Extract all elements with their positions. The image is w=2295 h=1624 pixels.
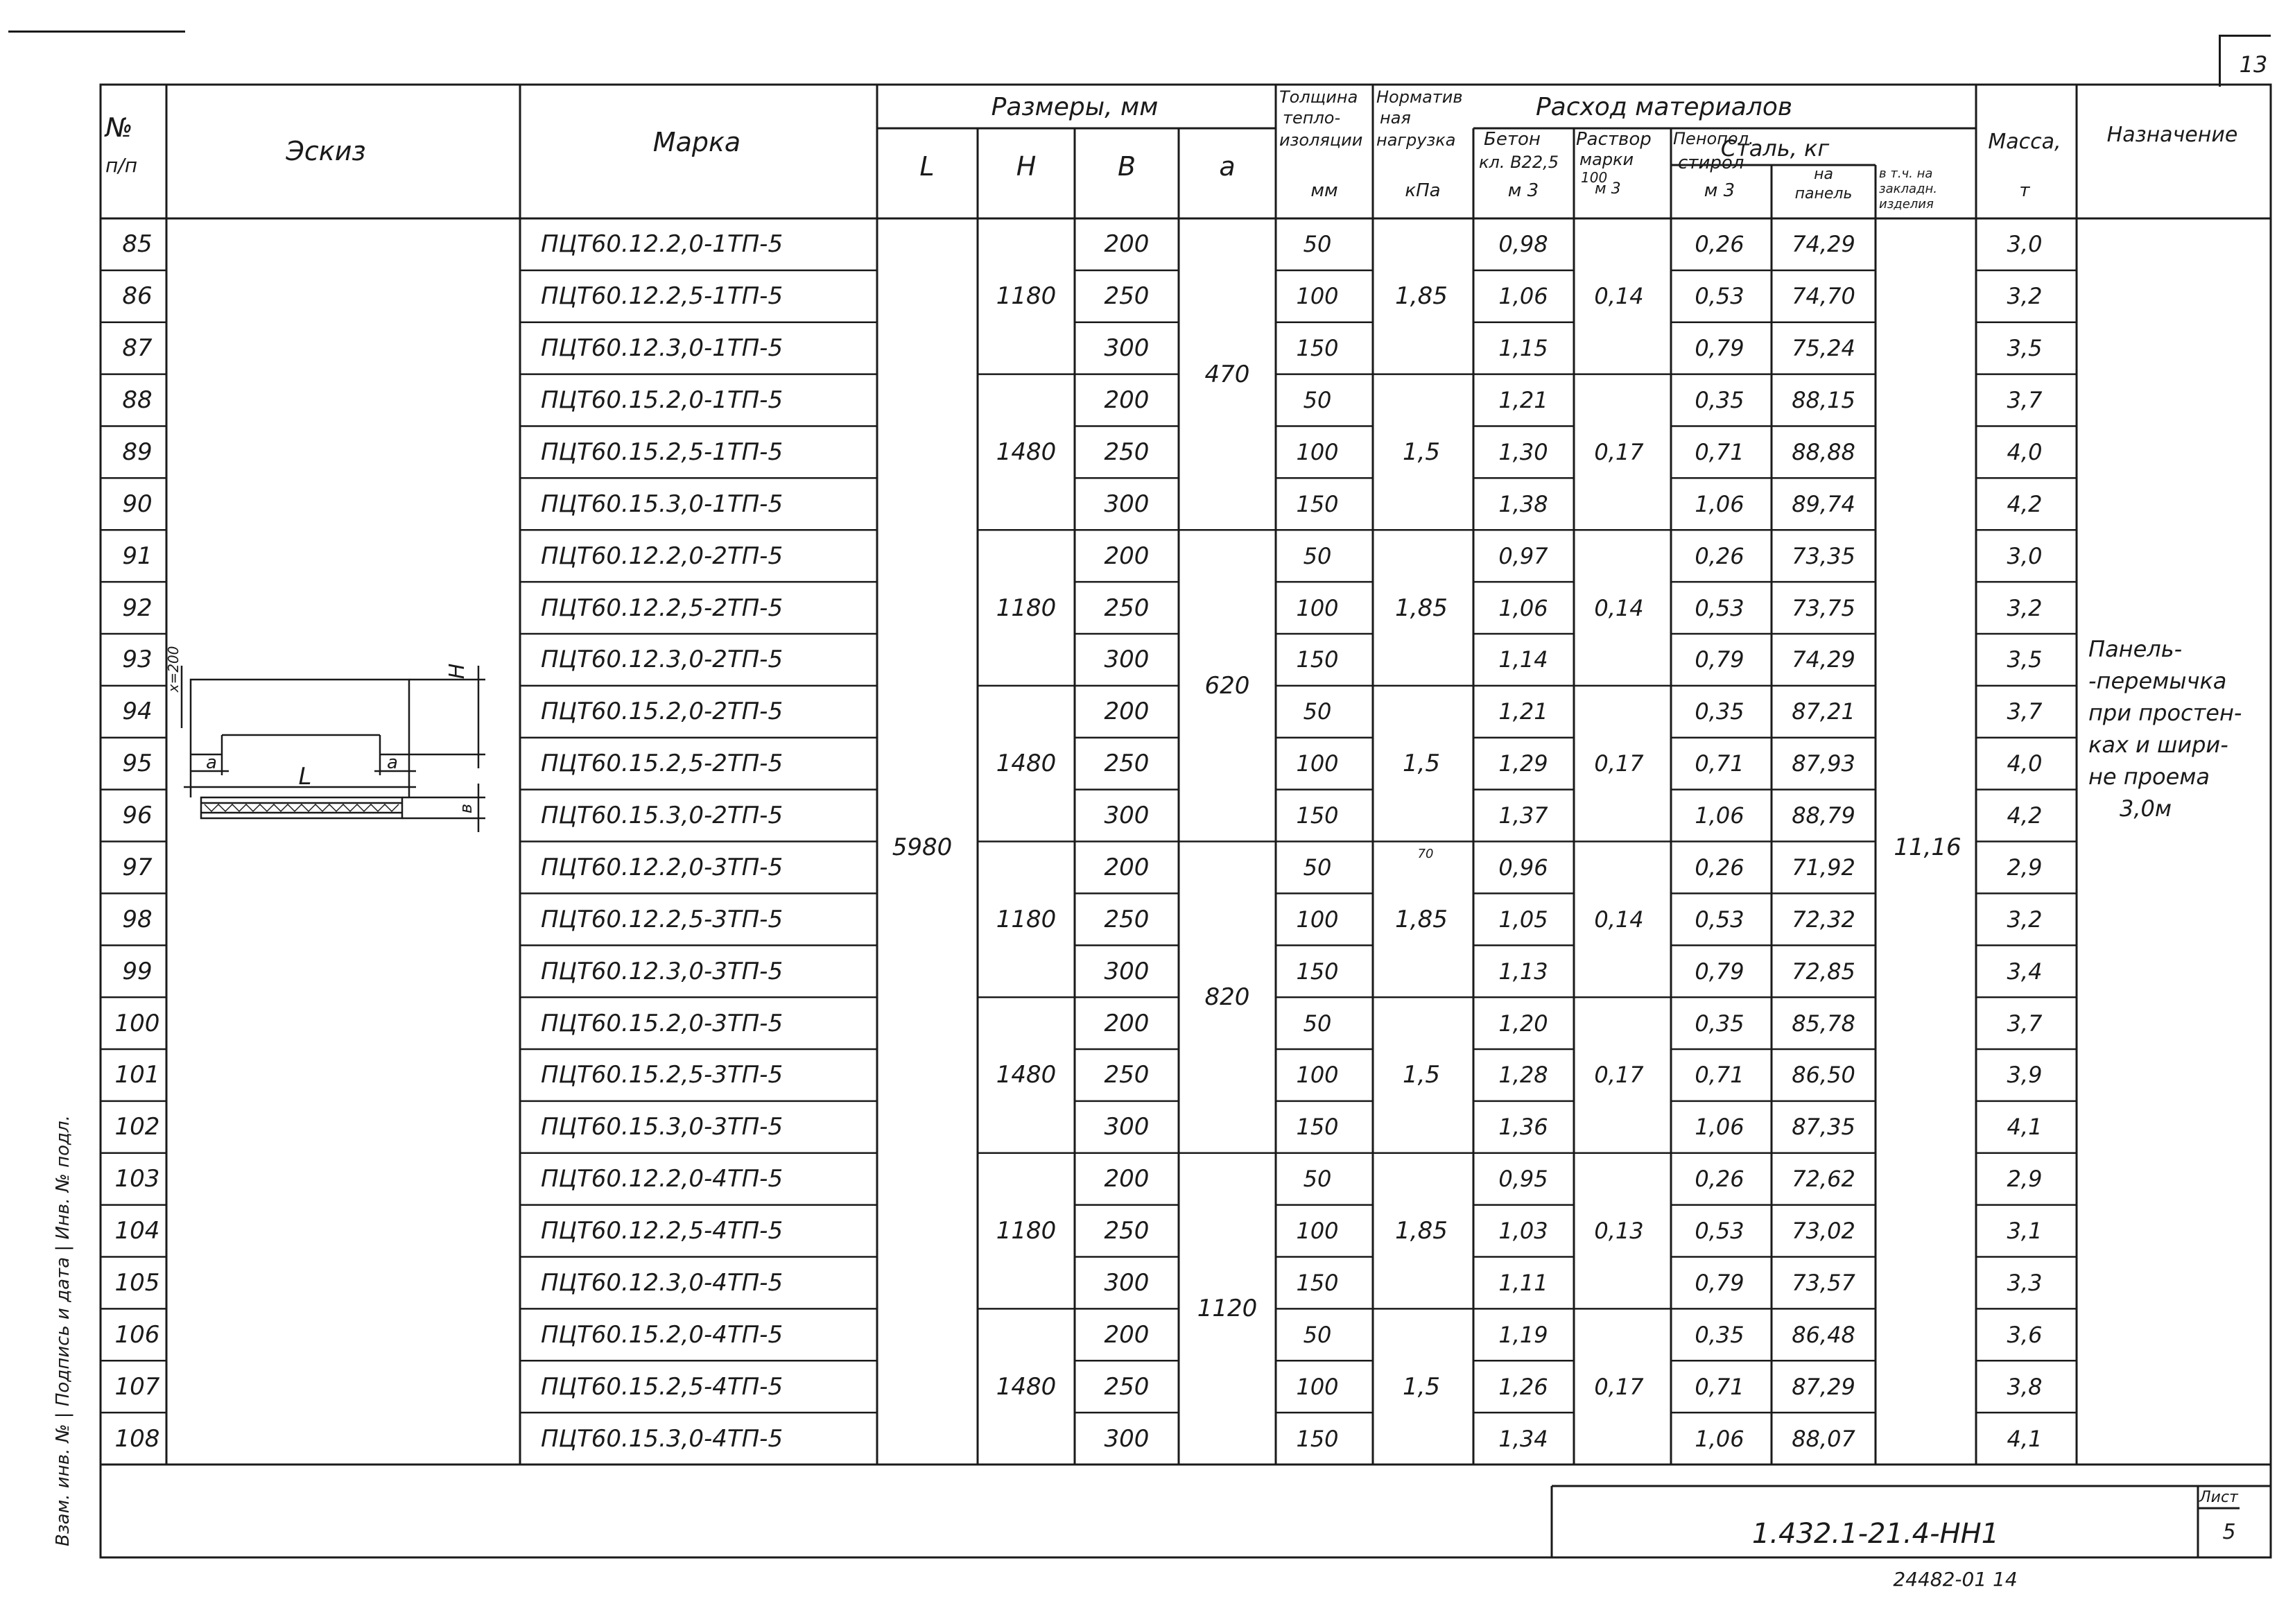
header-consumption: Расход материалов [1535, 93, 1793, 121]
cell-H-group: 1480 [996, 1372, 1057, 1401]
cell-insulation: 50 [1303, 698, 1332, 725]
purpose-line: Панель- [2088, 636, 2183, 662]
cell-foam: 0,71 [1695, 438, 1744, 465]
header-mass: Масса, [1988, 130, 2061, 154]
sketch-dim-B: в [456, 803, 476, 814]
title-block-sheet-no: 5 [2222, 1520, 2236, 1544]
cell-num: 96 [122, 802, 153, 830]
cell-b: 300 [1104, 1424, 1150, 1453]
cell-steel: 73,75 [1792, 594, 1855, 621]
cell-concrete: 1,20 [1498, 1010, 1548, 1037]
cell-mark: ПЦТ60.15.3,0-4ТП-5 [541, 1424, 783, 1453]
cell-num: 106 [114, 1320, 160, 1349]
side-stamp: Взам. инв. № | Подпись и дата | Инв. № подл. [53, 1115, 73, 1546]
cell-insulation: 150 [1296, 490, 1339, 517]
cell-num: 100 [114, 1009, 160, 1037]
cell-b: 300 [1104, 334, 1150, 363]
cell-steel: 85,78 [1792, 1010, 1855, 1037]
cell-num: 85 [122, 230, 153, 259]
cell-mass: 4,0 [2007, 438, 2043, 465]
cell-H-group: 1480 [996, 750, 1057, 778]
cell-steel: 87,93 [1792, 750, 1855, 777]
cell-num: 86 [122, 282, 153, 311]
purpose-line: -перемычка [2088, 668, 2227, 694]
title-block-sheet-label: Лист [2199, 1489, 2238, 1506]
cell-mortar-group: 0,14 [1594, 283, 1644, 310]
cell-mark: ПЦТ60.12.2,5-2ТП-5 [541, 594, 783, 622]
cell-insulation: 100 [1296, 1062, 1339, 1089]
cell-b: 250 [1104, 438, 1150, 466]
cell-mark: ПЦТ60.15.2,0-2ТП-5 [541, 698, 783, 726]
stray-note: 70 [1417, 847, 1434, 861]
cell-concrete: 1,29 [1498, 750, 1548, 777]
header-mortar-3: 100 [1581, 169, 1608, 186]
cell-steel: 72,85 [1792, 958, 1855, 985]
cell-a-group: 620 [1204, 671, 1250, 700]
cell-mark: ПЦТ60.12.2,5-3ТП-5 [541, 905, 783, 933]
cell-b: 300 [1104, 646, 1150, 674]
header-steel: Сталь, кг [1720, 135, 1830, 162]
cell-mortar-group: 0,17 [1594, 1373, 1644, 1400]
cell-concrete: 1,13 [1498, 958, 1548, 985]
cell-foam: 0,53 [1695, 594, 1744, 621]
cell-mass: 3,8 [2007, 1373, 2043, 1400]
cell-mark: ПЦТ60.12.3,0-4ТП-5 [541, 1268, 783, 1297]
cell-insulation: 50 [1303, 854, 1332, 881]
cell-steel: 72,32 [1792, 906, 1855, 933]
header-steel-panel-2: панель [1794, 185, 1853, 202]
cell-steel: 75,24 [1792, 335, 1855, 362]
cell-concrete: 1,26 [1498, 1373, 1548, 1400]
header-mark: Марка [652, 127, 741, 157]
cell-steel: 73,35 [1792, 542, 1855, 569]
cell-num: 88 [122, 386, 153, 415]
header-num-sub: п/п [105, 154, 138, 177]
cell-mortar-group: 0,17 [1594, 750, 1644, 777]
cell-insulation: 50 [1303, 1010, 1332, 1037]
cell-steel: 71,92 [1792, 854, 1855, 881]
cell-mass: 3,1 [2007, 1218, 2043, 1245]
cell-foam: 1,06 [1695, 1425, 1744, 1452]
cell-mark: ПЦТ60.12.2,5-4ТП-5 [541, 1217, 783, 1245]
header-insulation-unit: мм [1310, 180, 1338, 201]
cell-steel: 72,62 [1792, 1166, 1855, 1193]
cell-b: 300 [1104, 490, 1150, 518]
cell-mass: 4,2 [2007, 490, 2043, 517]
cell-mark: ПЦТ60.15.2,5-3ТП-5 [541, 1061, 783, 1089]
cell-num: 99 [122, 957, 153, 985]
cell-insulation: 50 [1303, 1321, 1332, 1348]
cell-steel: 88,15 [1792, 387, 1855, 414]
cell-b: 200 [1104, 386, 1150, 415]
cell-foam: 0,79 [1695, 335, 1744, 362]
cell-mark: ПЦТ60.12.3,0-2ТП-5 [541, 646, 783, 674]
cell-mark: ПЦТ60.15.3,0-1ТП-5 [541, 490, 783, 518]
header-concrete-unit: м 3 [1507, 180, 1539, 201]
cell-insulation: 150 [1296, 1425, 1339, 1452]
cell-concrete: 1,19 [1498, 1321, 1548, 1348]
sketch-dim-x200: x=200 [165, 646, 182, 693]
header-B: В [1117, 151, 1136, 182]
cell-foam: 0,26 [1695, 854, 1744, 881]
cell-num: 93 [122, 646, 153, 674]
cell-b: 250 [1104, 905, 1150, 933]
cell-mass: 3,9 [2007, 1062, 2043, 1089]
cell-foam: 0,53 [1695, 1218, 1744, 1245]
cell-b: 300 [1104, 1113, 1150, 1141]
cell-num: 98 [122, 905, 153, 933]
cell-b: 200 [1104, 853, 1150, 881]
cell-insulation: 150 [1296, 958, 1339, 985]
cell-steel: 88,88 [1792, 438, 1855, 465]
cell-b: 200 [1104, 1165, 1150, 1193]
cell-num: 103 [114, 1165, 160, 1193]
cell-mark: ПЦТ60.15.3,0-3ТП-5 [541, 1113, 783, 1141]
cell-concrete: 0,97 [1498, 542, 1548, 569]
cell-mass: 3,7 [2007, 387, 2043, 414]
cell-concrete: 1,11 [1498, 1269, 1548, 1296]
sketch-dim-a-right: а [387, 752, 398, 773]
cell-mass: 2,9 [2007, 1166, 2043, 1193]
cell-mark: ПЦТ60.12.3,0-3ТП-5 [541, 957, 783, 985]
cell-insulation: 50 [1303, 1166, 1332, 1193]
cell-b: 250 [1104, 1372, 1150, 1401]
cell-concrete: 1,38 [1498, 490, 1548, 517]
cell-insulation: 150 [1296, 1114, 1339, 1141]
cell-mass: 3,3 [2007, 1269, 2043, 1296]
header-mortar-unit: м 3 [1595, 180, 1621, 198]
cell-H-group: 1480 [996, 438, 1057, 466]
bottom-code: 24482-01 14 [1893, 1568, 2018, 1591]
header-steel-emb-2: закладн. [1879, 182, 1937, 196]
header-concrete-2: кл. В22,5 [1479, 153, 1559, 172]
purpose-line: 3,0м [2120, 795, 2172, 822]
cell-insulation: 100 [1296, 1373, 1339, 1400]
cell-foam: 0,26 [1695, 231, 1744, 258]
cell-num: 108 [114, 1424, 160, 1453]
header-dimensions: Размеры, мм [991, 93, 1159, 121]
cell-insulation: 100 [1296, 750, 1339, 777]
cell-H-group: 1180 [996, 905, 1057, 933]
cell-insulation: 50 [1303, 387, 1332, 414]
cell-foam: 0,35 [1695, 1321, 1744, 1348]
cell-mass: 3,0 [2007, 231, 2043, 258]
header-num: № [105, 112, 133, 143]
cell-mark: ПЦТ60.12.2,0-3ТП-5 [541, 853, 783, 881]
cell-mass: 3,7 [2007, 1010, 2043, 1037]
cell-mark: ПЦТ60.15.2,5-4ТП-5 [541, 1372, 783, 1401]
cell-mark: ПЦТ60.15.2,0-1ТП-5 [541, 386, 783, 415]
cell-concrete: 1,28 [1498, 1062, 1548, 1089]
cell-concrete: 1,06 [1498, 594, 1548, 621]
cell-mass: 3,0 [2007, 542, 2043, 569]
header-load-1: Норматив [1376, 87, 1463, 107]
cell-concrete: 1,05 [1498, 906, 1548, 933]
header-mortar-1: Раствор [1576, 129, 1652, 150]
header-insulation-3: изоляции [1279, 130, 1363, 150]
cell-steel: 86,48 [1792, 1321, 1855, 1348]
cell-foam: 0,79 [1695, 646, 1744, 673]
cell-H-group: 1180 [996, 594, 1057, 622]
cell-mass: 3,5 [2007, 335, 2043, 362]
cell-insulation: 50 [1303, 231, 1332, 258]
header-load-3: нагрузка [1376, 130, 1456, 150]
cell-b: 200 [1104, 542, 1150, 570]
cell-steel: 74,29 [1792, 646, 1855, 673]
cell-mortar-group: 0,13 [1594, 1218, 1644, 1245]
cell-foam: 0,53 [1695, 283, 1744, 310]
cell-mark: ПЦТ60.12.2,5-1ТП-5 [541, 282, 783, 311]
cell-foam: 0,71 [1695, 1373, 1744, 1400]
cell-load-group: 1,5 [1402, 1061, 1441, 1089]
cell-load-group: 1,5 [1402, 1372, 1441, 1401]
cell-foam: 0,35 [1695, 1010, 1744, 1037]
cell-mass: 3,6 [2007, 1321, 2043, 1348]
cell-concrete: 1,36 [1498, 1114, 1548, 1141]
cell-mark: ПЦТ60.12.2,0-1ТП-5 [541, 230, 783, 259]
header-steel-emb-3: изделия [1879, 197, 1934, 211]
cell-b: 200 [1104, 1320, 1150, 1349]
header-purpose: Назначение [2106, 123, 2238, 147]
sketch-dim-a-left: а [206, 752, 217, 773]
cell-insulation: 150 [1296, 335, 1339, 362]
sheet-number-top: 13 [2239, 51, 2268, 78]
header-load-unit: кПа [1405, 180, 1441, 201]
cell-concrete: 0,96 [1498, 854, 1548, 881]
cell-steel: 87,29 [1792, 1373, 1855, 1400]
cell-insulation: 100 [1296, 438, 1339, 465]
cell-concrete: 1,34 [1498, 1425, 1548, 1452]
cell-mass: 3,2 [2007, 906, 2043, 933]
cell-mass: 3,2 [2007, 283, 2043, 310]
cell-num: 105 [114, 1268, 160, 1297]
cell-concrete: 1,06 [1498, 283, 1548, 310]
header-foam-unit: м 3 [1704, 180, 1735, 201]
cell-insulation: 50 [1303, 542, 1332, 569]
cell-b: 250 [1104, 750, 1150, 778]
cell-steel: 86,50 [1792, 1062, 1855, 1089]
cell-foam: 1,06 [1695, 1114, 1744, 1141]
cell-num: 91 [122, 542, 153, 570]
cell-b: 200 [1104, 1009, 1150, 1037]
cell-concrete: 1,21 [1498, 698, 1548, 725]
cell-steel-embedded: 11,16 [1894, 833, 1961, 861]
header-a: а [1219, 151, 1236, 182]
cell-insulation: 100 [1296, 283, 1339, 310]
cell-a-group: 1120 [1197, 1295, 1258, 1323]
cell-insulation: 100 [1296, 1218, 1339, 1245]
cell-num: 101 [114, 1061, 160, 1089]
cell-foam: 0,71 [1695, 1062, 1744, 1089]
sketch-dim-L: L [298, 763, 312, 791]
cell-b: 300 [1104, 802, 1150, 830]
cell-steel: 88,79 [1792, 802, 1855, 829]
cell-load-group: 1,85 [1395, 1217, 1448, 1245]
cell-a-group: 820 [1204, 983, 1250, 1012]
cell-H-group: 1480 [996, 1061, 1057, 1089]
cell-concrete: 1,37 [1498, 802, 1548, 829]
cell-mark: ПЦТ60.15.2,5-1ТП-5 [541, 438, 783, 466]
header-steel-panel-1: на [1814, 166, 1833, 183]
cell-concrete: 0,95 [1498, 1166, 1548, 1193]
cell-foam: 0,26 [1695, 542, 1744, 569]
cell-num: 95 [122, 750, 153, 778]
cell-b: 300 [1104, 957, 1150, 985]
header-H: H [1016, 151, 1037, 182]
cell-steel: 89,74 [1792, 490, 1855, 517]
cell-num: 97 [122, 853, 153, 881]
sketch-dim-H: H [445, 663, 469, 680]
cell-mark: ПЦТ60.15.2,0-4ТП-5 [541, 1320, 783, 1349]
cell-insulation: 150 [1296, 646, 1339, 673]
cell-b: 200 [1104, 230, 1150, 259]
cell-mass: 4,1 [2007, 1425, 2043, 1452]
cell-mass: 4,1 [2007, 1114, 2043, 1141]
header-L: L [919, 151, 935, 182]
cell-foam: 0,79 [1695, 1269, 1744, 1296]
cell-num: 87 [122, 334, 153, 363]
cell-concrete: 1,30 [1498, 438, 1548, 465]
cell-mass: 2,9 [2007, 854, 2043, 881]
cell-L: 5980 [892, 833, 953, 861]
header-steel-emb-1: в т.ч. на [1879, 166, 1933, 181]
cell-mark: ПЦТ60.15.2,0-3ТП-5 [541, 1009, 783, 1037]
cell-load-group: 1,85 [1395, 594, 1448, 622]
cell-num: 107 [114, 1372, 160, 1401]
cell-b: 250 [1104, 1061, 1150, 1089]
cell-concrete: 1,15 [1498, 335, 1548, 362]
cell-mortar-group: 0,14 [1594, 906, 1644, 933]
cell-b: 250 [1104, 594, 1150, 622]
cell-num: 90 [122, 490, 153, 518]
cell-steel: 87,21 [1792, 698, 1855, 725]
cell-mark: ПЦТ60.12.2,0-4ТП-5 [541, 1165, 783, 1193]
title-block-code: 1.432.1-21.4-НН1 [1751, 1518, 2000, 1550]
cell-mortar-group: 0,14 [1594, 594, 1644, 621]
cell-steel: 74,29 [1792, 231, 1855, 258]
cell-mark: ПЦТ60.15.3,0-2ТП-5 [541, 802, 783, 830]
cell-num: 94 [122, 698, 153, 726]
cell-mortar-group: 0,17 [1594, 1062, 1644, 1089]
cell-steel: 87,35 [1792, 1114, 1855, 1141]
cell-num: 102 [114, 1113, 160, 1141]
cell-num: 104 [114, 1217, 160, 1245]
header-concrete-1: Бетон [1484, 129, 1541, 150]
cell-mortar-group: 0,17 [1594, 438, 1644, 465]
cell-foam: 0,53 [1695, 906, 1744, 933]
header-mass-unit: т [2019, 180, 2030, 201]
cell-insulation: 100 [1296, 594, 1339, 621]
cell-mass: 4,2 [2007, 802, 2043, 829]
cell-foam: 0,26 [1695, 1166, 1744, 1193]
cell-concrete: 1,03 [1498, 1218, 1548, 1245]
cell-foam: 0,79 [1695, 958, 1744, 985]
header-insulation-2: тепло- [1283, 108, 1341, 128]
cell-mass: 3,5 [2007, 646, 2043, 673]
cell-num: 89 [122, 438, 153, 466]
cell-mark: ПЦТ60.15.2,5-2ТП-5 [541, 750, 783, 778]
header-foam-2: стирол [1678, 153, 1744, 173]
cell-load-group: 1,85 [1395, 282, 1448, 311]
cell-foam: 1,06 [1695, 490, 1744, 517]
cell-insulation: 150 [1296, 1269, 1339, 1296]
cell-foam: 0,71 [1695, 750, 1744, 777]
cell-a-group: 470 [1204, 360, 1250, 388]
cell-load-group: 1,5 [1402, 750, 1441, 778]
purpose-line: не проема [2088, 763, 2210, 790]
cell-mass: 3,7 [2007, 698, 2043, 725]
header-sketch: Эскиз [286, 136, 366, 166]
cell-b: 250 [1104, 282, 1150, 311]
header-load-2: ная [1380, 108, 1411, 128]
cell-foam: 1,06 [1695, 802, 1744, 829]
purpose-text [2088, 638, 2242, 820]
cell-mass: 3,2 [2007, 594, 2043, 621]
cell-steel: 74,70 [1792, 283, 1855, 310]
cell-H-group: 1180 [996, 1217, 1057, 1245]
purpose-line: при простен- [2088, 700, 2242, 726]
cell-insulation: 100 [1296, 906, 1339, 933]
purpose-line: ках и шири- [2088, 732, 2228, 758]
cell-foam: 0,35 [1695, 387, 1744, 414]
cell-concrete: 1,14 [1498, 646, 1548, 673]
cell-mark: ПЦТ60.12.2,0-2ТП-5 [541, 542, 783, 570]
cell-load-group: 1,85 [1395, 905, 1448, 933]
cell-load-group: 1,5 [1402, 438, 1441, 466]
cell-mark: ПЦТ60.12.3,0-1ТП-5 [541, 334, 783, 363]
cell-b: 300 [1104, 1268, 1150, 1297]
cell-b: 200 [1104, 698, 1150, 726]
header-foam-1: Пенопол. [1673, 129, 1754, 148]
header-insulation-1: Толщина [1279, 87, 1358, 107]
cell-concrete: 0,98 [1498, 231, 1548, 258]
cell-concrete: 1,21 [1498, 387, 1548, 414]
cell-H-group: 1180 [996, 282, 1057, 311]
cell-num: 92 [122, 594, 153, 622]
cell-steel: 73,02 [1792, 1218, 1855, 1245]
cell-foam: 0,35 [1695, 698, 1744, 725]
cell-mass: 3,4 [2007, 958, 2043, 985]
cell-insulation: 150 [1296, 802, 1339, 829]
header-mortar-2: марки [1579, 150, 1634, 169]
cell-steel: 88,07 [1792, 1425, 1855, 1452]
cell-mass: 4,0 [2007, 750, 2043, 777]
cell-steel: 73,57 [1792, 1269, 1855, 1296]
cell-b: 250 [1104, 1217, 1150, 1245]
